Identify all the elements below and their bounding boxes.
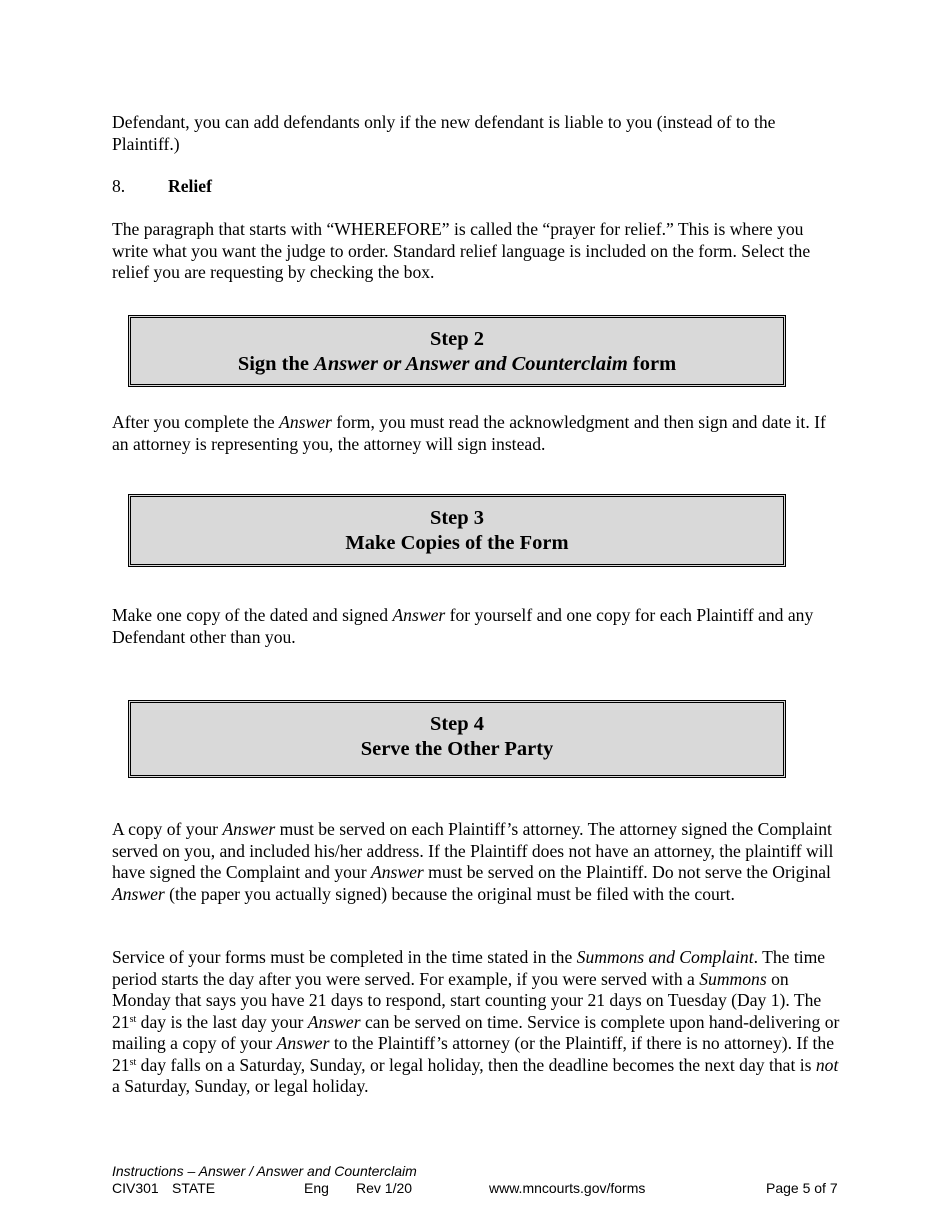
- footer-language: Eng: [304, 1180, 329, 1196]
- step4-label: Step 4: [429, 713, 485, 735]
- footer-form-id: CIV301: [112, 1180, 159, 1196]
- relief-paragraph: The paragraph that starts with “WHEREFORE” is called the “prayer for relief.” This is where you write what you want the judge to order. Standard relief language is included on the form. Select the relief you are requesting by checking the box.: [112, 219, 811, 282]
- step3-box: [128, 494, 786, 567]
- page-footer: [112, 1163, 842, 1197]
- step3-paragraph: Make one copy of the dated and signed Answer for yourself and one copy for each Plaintiff and any Defendant other than you.: [112, 605, 814, 647]
- step4-paragraph-1: A copy of your Answer must be served on each Plaintiff’s attorney. The attorney signed the Complaint served on you, and included his/her address. If the Plaintiff does not have an attorney, the plaintiff will have signed the Complaint and your Answer must be served on the Plaintiff. Do not serve the Original Answer (the paper you actually signed) because the original must be filed with the court.: [112, 819, 834, 904]
- step3-title: Make Copies of the Form: [345, 532, 569, 554]
- footer-doc-title: Instructions – Answer / Answer and Counterclaim: [112, 1163, 417, 1179]
- step4-paragraph-2: Service of your forms must be completed in the time stated in the Summons and Complaint. The time period starts the day after you were served. For example, if you were served with a Summons on Monday that says you have 21 days to respond, start counting your 21 days on Tuesday (Day 1). The 21st day is the last day your Answer can be served on time. Service is complete upon hand-delivering or mailing a copy of your Answer to the Plaintiff’s attorney (or the Plaintiff, if there is no attorney). If the 21st day falls on a Saturday, Sunday, or legal holiday, then the deadline becomes the next day that is not a Saturday, Sunday, or legal holiday.: [112, 947, 840, 1096]
- footer-state: STATE: [172, 1180, 216, 1196]
- step2-title: Sign the Answer or Answer and Counterclaim form: [237, 353, 677, 375]
- step4-box: [128, 700, 786, 778]
- footer-url[interactable]: www.mncourts.gov/forms: [489, 1180, 646, 1196]
- section-heading-relief: [112, 176, 212, 198]
- step2-label: Step 2: [429, 328, 485, 350]
- step2-paragraph: After you complete the Answer form, you must read the acknowledgment and then sign and date it. If an attorney is representing you, the attorney will sign instead.: [112, 412, 826, 454]
- section-title: Relief: [168, 176, 212, 196]
- intro-paragraph: Defendant, you can add defendants only if the new defendant is liable to you (instead of to the Plaintiff.): [112, 112, 776, 154]
- footer-revision: Rev 1/20: [356, 1180, 413, 1196]
- step4-title: Serve the Other Party: [360, 738, 554, 760]
- section-number: 8.: [112, 176, 126, 196]
- step3-label: Step 3: [429, 507, 485, 529]
- footer-page-number: Page 5 of 7: [766, 1180, 838, 1196]
- step2-box: [128, 315, 786, 387]
